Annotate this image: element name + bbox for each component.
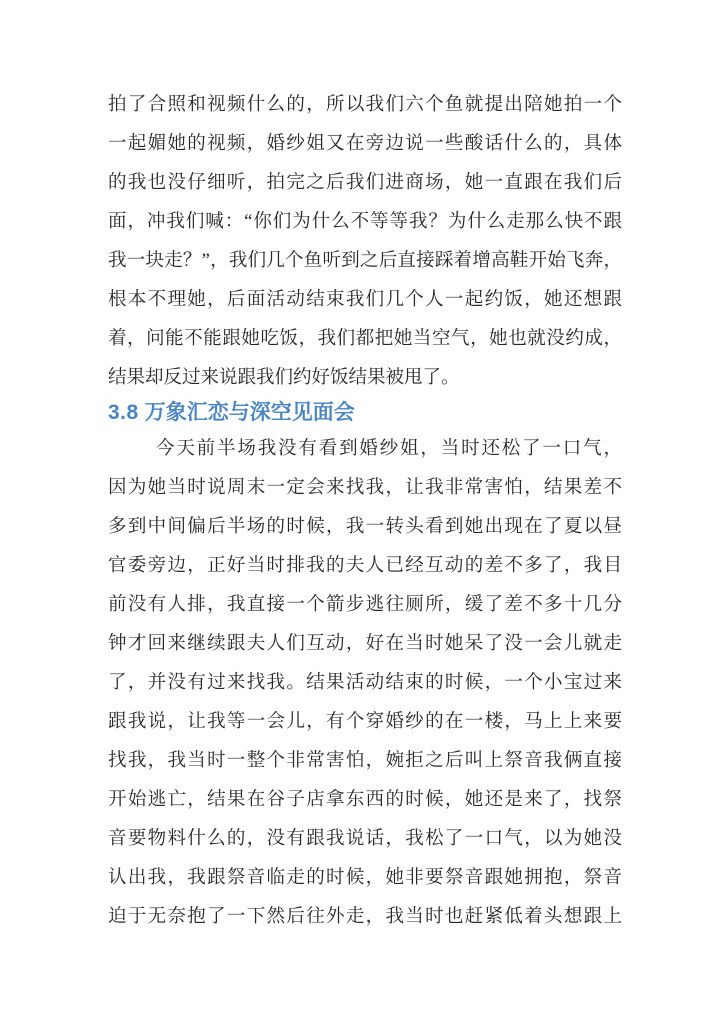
body-text-line: 我一块走？”，我们几个鱼听到之后直接踩着增高鞋开始飞奔，	[108, 251, 622, 271]
body-text-line: 着，问能不能跟她吃饭，我们都把她当空气，她也就没约成，	[108, 329, 622, 349]
section-heading	[108, 398, 622, 428]
body-text-line: 钟才回来继续跟夫人们互动，好在当时她呆了没一会儿就走	[108, 634, 622, 654]
body-text-line: 官委旁边，正好当时排我的夫人已经互动的差不多了，我目	[108, 556, 622, 576]
body-text-line: 开始逃亡，结果在谷子店拿东西的时候，她还是来了，找祭	[108, 790, 622, 810]
body-text-line: 多到中间偏后半场的时候，我一转头看到她出现在了夏以昼	[108, 517, 622, 537]
body-text-line: 根本不理她，后面活动结束我们几个人一起约饭，她还想跟	[108, 290, 622, 310]
body-text-line: 拍了合照和视频什么的，所以我们六个鱼就提出陪她拍一个	[108, 95, 622, 115]
body-text-line: 跟我说，让我等一会儿，有个穿婚纱的在一楼，马上上来要	[108, 712, 622, 732]
paragraph	[108, 430, 622, 937]
body-text-line: 了，并没有过来找我。结果活动结束的时候，一个小宝过来	[108, 673, 622, 693]
body-text-line: 找我，我当时一整个非常害怕，婉拒之后叫上祭音我俩直接	[108, 751, 622, 771]
body-text-line: 结果却反过来说跟我们约好饭结果被甩了。	[108, 368, 460, 388]
body-text-line: 前没有人排，我直接一个箭步逃往厕所，缓了差不多十几分	[108, 595, 622, 615]
body-text-line: 音要物料什么的，没有跟我说话，我松了一口气，以为她没	[108, 829, 622, 849]
body-text-line: 因为她当时说周末一定会来找我，让我非常害怕，结果差不	[108, 478, 622, 498]
body-text-line: 面，冲我们喊：“你们为什么不等等我？为什么走那么快不跟	[108, 212, 622, 232]
body-text-line: 一起媚她的视频，婚纱姐又在旁边说一些酸话什么的，具体	[108, 134, 622, 154]
body-text-line: 认出我，我跟祭音临走的时候，她非要祭音跟她拥抱，祭音	[108, 868, 622, 888]
paragraph	[108, 86, 622, 398]
body-text-line: 今天前半场我没有看到婚纱姐，当时还松了一口气，	[156, 439, 622, 459]
section-number: 3.8	[108, 401, 139, 424]
body-text-line: 的我也没仔细听，拍完之后我们进商场，她一直跟在我们后	[108, 173, 622, 193]
page-content	[108, 86, 622, 937]
section-title: 万象汇恋与深空见面会	[144, 401, 355, 424]
body-text-line: 迫于无奈抱了一下然后往外走，我当时也赶紧低着头想跟上	[108, 907, 622, 927]
